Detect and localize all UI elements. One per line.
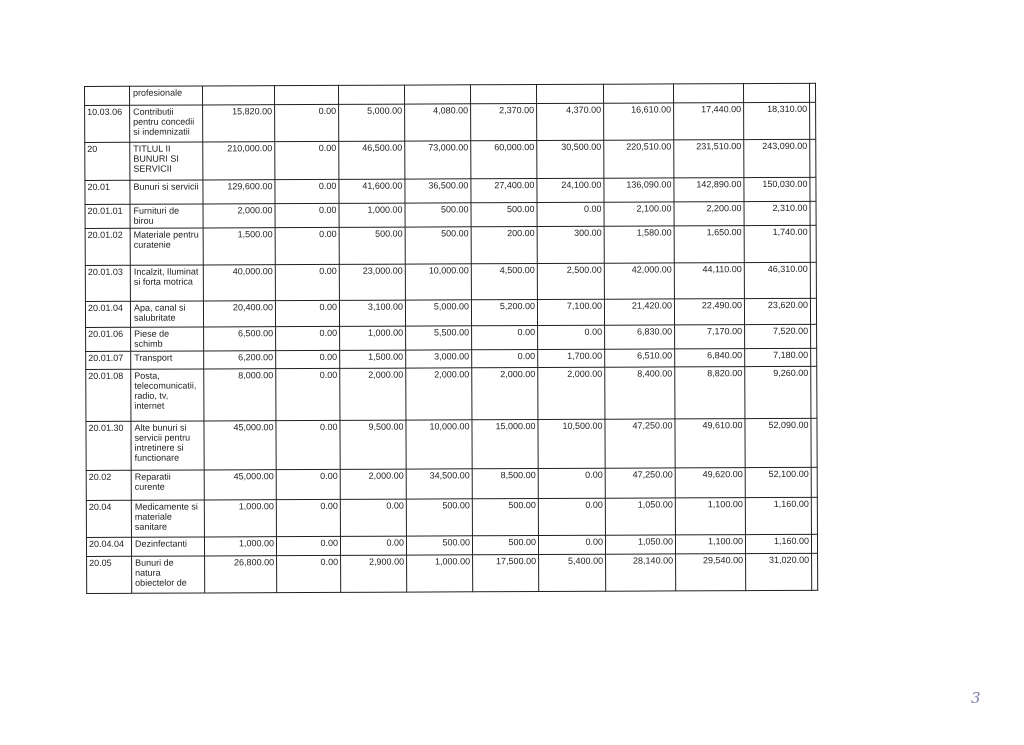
cell-value: 8,000.00 [204,369,276,421]
row-code: 20.01.06 [86,327,131,351]
cell-value: 0.00 [277,555,341,592]
cell-value: 6,500.00 [204,327,276,351]
cell-value: 1,000.00 [204,500,276,537]
cell-value: 2,000.00 [538,367,605,419]
row-name: Reparatii curente [131,470,204,500]
cell-value: 0.00 [472,350,538,368]
cell-value: 1,050.00 [605,498,675,535]
cell-value: 23,000.00 [339,264,405,300]
row-name: Posta, telecomunicatii, radio, tv, internet [131,369,204,421]
cell-value [810,201,816,225]
cell-value: 41,600.00 [339,179,405,203]
cell-value: 45,000.00 [204,421,276,470]
cell-value: 8,400.00 [605,367,675,419]
cell-value [603,84,673,103]
cell-value [810,298,816,324]
cell-value: 5,400.00 [539,554,606,591]
cell-value: 129,600.00 [203,180,275,204]
cell-value [811,497,817,534]
cell-value: 29,540.00 [676,554,746,591]
cell-value: 2,500.00 [537,263,604,299]
table-row [85,201,816,228]
cell-value: 1,100.00 [675,535,745,554]
page-number: 3 [971,689,981,707]
cell-value: 31,020.00 [746,553,812,590]
cell-value: 10,000.00 [405,264,471,300]
row-code: 20 [85,142,130,180]
cell-value: 0.00 [472,326,538,350]
cell-value: 28,140.00 [606,554,676,591]
cell-value: 17,440.00 [674,103,744,140]
cell-value: 220,510.00 [604,140,674,178]
cell-value: 0.00 [340,499,406,536]
row-name: Medicamente si materiale sanitare [131,500,204,537]
cell-value: 46,500.00 [339,141,405,179]
cell-value [810,139,816,177]
row-name: Dezinfectanti [131,537,204,556]
cell-value [338,85,404,104]
row-code: 20.01.04 [85,301,130,327]
cell-value [810,102,816,139]
cell-value: 16,610.00 [604,103,674,140]
table-row [86,366,817,421]
cell-value: 27,400.00 [471,179,537,203]
cell-value: 73,000.00 [405,141,471,179]
cell-value [811,534,817,553]
cell-value: 52,090.00 [745,418,811,467]
table-row [85,102,816,142]
row-name: Contributii pentru concedii si indemnizatii [130,105,203,142]
cell-value: 500.00 [472,536,538,555]
cell-value: 210,000.00 [203,142,275,180]
cell-value: 1,000.00 [339,203,405,227]
row-code: 10.03.06 [85,105,130,142]
row-name: profesionale [130,86,203,105]
cell-value: 45,000.00 [204,470,276,500]
cell-value: 1,500.00 [203,228,275,265]
cell-value: 0.00 [538,325,605,349]
cell-value: 5,200.00 [471,300,537,326]
cell-value: 22,490.00 [674,299,744,325]
table-row [86,467,817,500]
cell-value: 5,000.00 [339,104,405,141]
row-name: Transport [131,351,204,369]
cell-value: 6,200.00 [204,351,276,369]
cell-value: 8,820.00 [675,367,745,419]
cell-value: 15,000.00 [472,420,538,469]
row-name: Bunuri de natura obiectelor de [132,556,205,593]
cell-value: 18,310.00 [744,102,810,139]
table-row [87,553,818,593]
row-name: Materiale pentru curatenie [130,228,203,265]
row-code: 20.01.01 [85,204,130,228]
table-row [86,418,817,470]
row-name: Furnituri de birou [130,204,203,228]
cell-value [203,86,275,105]
cell-value: 500.00 [471,203,537,227]
cell-value: 3,100.00 [339,300,405,326]
cell-value: 7,180.00 [745,348,811,366]
cell-value: 9,500.00 [340,420,406,469]
cell-value: 0.00 [276,350,340,368]
cell-value: 0.00 [275,203,339,227]
cell-value: 0.00 [275,300,339,326]
cell-value: 42,000.00 [604,263,674,299]
cell-value: 2,900.00 [341,555,407,592]
row-name: Bunuri si servicii [130,180,203,204]
cell-value: 21,420.00 [604,299,674,325]
cell-value: 1,580.00 [604,226,674,263]
cell-value [811,418,817,467]
cell-value: 4,370.00 [537,103,604,140]
cell-value [810,225,816,262]
cell-value: 2,000.00 [340,368,406,420]
cell-value [811,348,817,366]
cell-value: 1,000.00 [407,555,473,592]
cell-value: 0.00 [276,326,340,350]
row-code: 20.01.02 [85,228,130,265]
cell-value: 5,500.00 [406,326,472,350]
row-name: Piese de schimb [131,327,204,351]
row-code: 20.01 [85,180,130,204]
cell-value: 3,000.00 [406,350,472,368]
cell-value [743,83,809,102]
cell-value [811,324,817,348]
table-row [86,497,817,537]
cell-value [810,177,816,201]
cell-value: 26,800.00 [205,556,277,593]
cell-value: 1,000.00 [204,537,276,556]
cell-value: 0.00 [275,227,339,264]
cell-value: 2,100.00 [604,202,674,226]
cell-value: 8,500.00 [472,469,538,499]
row-code: 20.02 [86,470,131,500]
row-name: Alte bunuri si servicii pentru intretinere si functionare [131,421,204,470]
cell-value: 1,000.00 [340,326,406,350]
cell-value: 0.00 [537,202,604,226]
cell-value: 0.00 [275,104,339,141]
cell-value: 49,610.00 [675,419,745,468]
cell-value: 1,160.00 [745,497,811,534]
cell-value: 150,030.00 [744,177,810,201]
cell-value: 243,090.00 [744,139,810,177]
cell-value: 1,700.00 [538,349,605,367]
cell-value: 0.00 [538,535,605,554]
cell-value: 4,500.00 [471,264,537,300]
row-code [85,86,130,105]
cell-value [812,553,818,590]
cell-value: 0.00 [276,499,340,536]
cell-value: 500.00 [406,536,472,555]
cell-value: 10,000.00 [406,420,472,469]
cell-value: 1,050.00 [605,535,675,554]
cell-value: 0.00 [275,141,339,179]
cell-value: 2,000.00 [472,368,538,420]
cell-value: 500.00 [406,499,472,536]
row-code: 20.04 [86,500,131,537]
cell-value: 23,620.00 [744,298,810,324]
cell-value: 0.00 [276,536,340,555]
cell-value: 40,000.00 [203,265,275,301]
cell-value: 17,500.00 [473,555,539,592]
cell-value: 1,650.00 [674,226,744,263]
cell-value: 52,100.00 [745,467,811,497]
cell-value [404,85,470,104]
cell-value: 60,000.00 [471,141,537,179]
cell-value: 0.00 [276,368,340,420]
cell-value: 1,160.00 [745,534,811,553]
table-row [85,262,816,301]
table-row [85,177,816,204]
row-code: 20.05 [87,556,132,593]
cell-value: 1,100.00 [675,498,745,535]
cell-value [275,85,339,104]
cell-value: 500.00 [339,227,405,264]
row-name: TITLUL II BUNURI SI SERVICII [130,142,203,180]
cell-value: 0.00 [275,264,339,300]
cell-value: 1,740.00 [744,225,810,262]
cell-value: 0.00 [276,469,340,499]
cell-value: 0.00 [275,179,339,203]
cell-value: 0.00 [538,498,605,535]
cell-value: 10,500.00 [538,419,605,468]
cell-value: 500.00 [405,227,471,264]
cell-value [470,85,536,104]
cell-value: 300.00 [537,226,604,263]
cell-value: 7,100.00 [537,299,604,325]
cell-value [809,83,815,102]
cell-value: 6,840.00 [675,349,745,367]
row-code: 20.04.04 [86,537,131,556]
table-row [85,225,816,265]
cell-value: 0.00 [538,468,605,498]
cell-value: 4,080.00 [405,104,471,141]
cell-value [810,262,816,298]
row-code: 20.01.30 [86,421,131,470]
table-row [86,324,817,351]
budget-table [84,83,818,594]
row-code: 20.01.07 [86,351,131,369]
cell-value: 2,000.00 [406,368,472,420]
cell-value: 20,400.00 [203,301,275,327]
cell-value: 7,170.00 [675,325,745,349]
cell-value: 7,520.00 [745,324,811,348]
cell-value: 2,000.00 [340,469,406,499]
cell-value: 6,510.00 [605,349,675,367]
cell-value: 1,500.00 [340,350,406,368]
cell-value: 2,370.00 [471,104,537,141]
cell-value: 231,510.00 [674,140,744,178]
cell-value [536,84,603,103]
cell-value: 30,500.00 [537,140,604,178]
cell-value: 2,200.00 [674,202,744,226]
cell-value: 2,310.00 [744,201,810,225]
cell-value: 5,000.00 [405,300,471,326]
cell-value: 34,500.00 [406,469,472,499]
cell-value: 500.00 [472,499,538,536]
table-row [85,139,816,180]
cell-value: 6,830.00 [605,325,675,349]
cell-value: 0.00 [340,536,406,555]
cell-value: 36,500.00 [405,179,471,203]
cell-value: 0.00 [276,420,340,469]
row-code: 20.01.03 [85,265,130,301]
row-name: Incalzit, Iluminat si forta motrica [130,265,203,301]
cell-value: 47,250.00 [605,468,675,498]
cell-value: 136,090.00 [604,178,674,202]
cell-value: 200.00 [471,227,537,264]
cell-value [811,467,817,497]
row-name: Apa, canal si salubritate [130,301,203,327]
cell-value: 44,110.00 [674,263,744,299]
cell-value: 500.00 [405,203,471,227]
row-code: 20.01.08 [86,369,131,421]
table-row [85,298,816,327]
cell-value [673,84,743,103]
cell-value: 24,100.00 [537,178,604,202]
cell-value: 15,820.00 [203,105,275,142]
cell-value: 49,620.00 [675,468,745,498]
cell-value: 46,310.00 [744,262,810,298]
cell-value [811,366,817,418]
cell-value: 142,890.00 [674,178,744,202]
cell-value: 47,250.00 [605,419,675,468]
cell-value: 2,000.00 [203,204,275,228]
cell-value: 9,260.00 [745,366,811,418]
